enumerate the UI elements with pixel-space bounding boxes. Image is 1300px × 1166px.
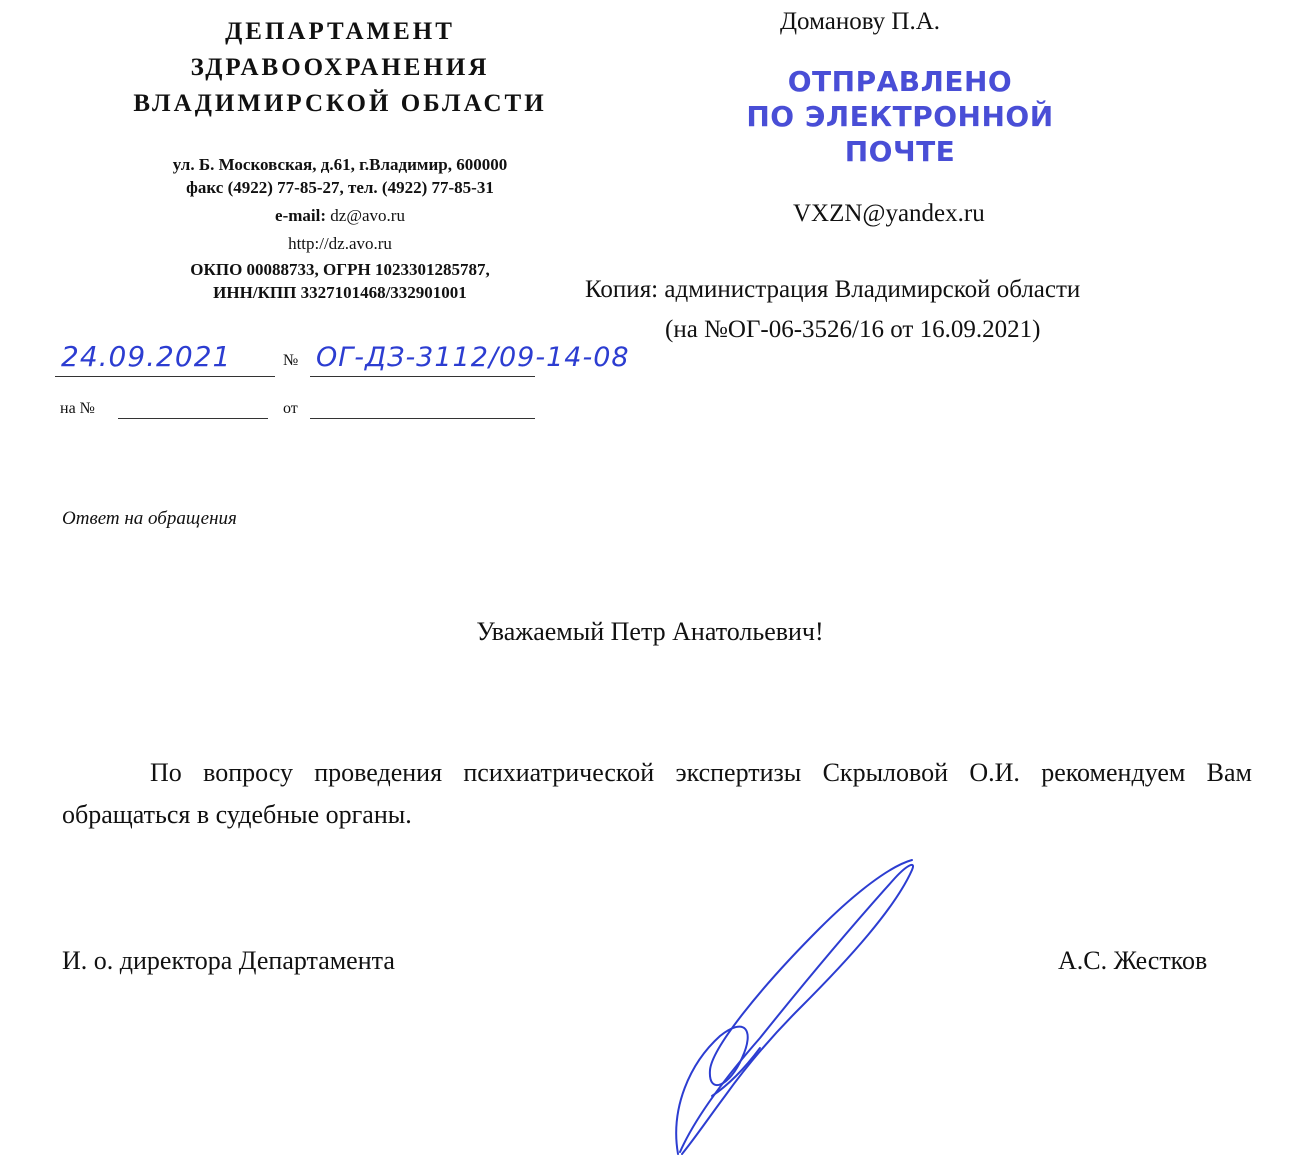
- signature-graphic: [650, 858, 950, 1158]
- reference-date-blank: [310, 400, 535, 419]
- letterhead-phones: факс (4922) 77-85-27, тел. (4922) 77-85-31: [186, 178, 494, 197]
- reference-date-label: от: [283, 400, 298, 417]
- letterhead-email-link[interactable]: dz@avo.ru: [330, 206, 405, 225]
- stamp-line3: ПОЧТЕ: [844, 135, 956, 168]
- letterhead-email-label: e-mail:: [275, 206, 327, 225]
- outgoing-number-field: [310, 332, 630, 377]
- letter-body: По вопросу проведения психиатрической экспертизы Скрыловой О.И. рекомендуем Вам обращаться в судебные органы.: [62, 758, 1252, 829]
- letterhead-okpo-ogrn: ОКПО 00088733, ОГРН 1023301285787,: [190, 260, 490, 279]
- outgoing-number-handwritten: ОГ-ДЗ-3112/09-14-08: [316, 342, 630, 373]
- copy-recipient-line1: Копия: администрация Владимирской области: [585, 276, 1081, 303]
- outgoing-date-field: [55, 332, 275, 377]
- letterhead-address: ул. Б. Московская, д.61, г.Владимир, 600000: [172, 155, 508, 174]
- reference-number-label: на №: [60, 400, 95, 417]
- letterhead-title-line2: ЗДРАВООХРАНЕНИЯ: [190, 54, 490, 81]
- stamp-line1: ОТПРАВЛЕНО: [787, 65, 1013, 98]
- reference-number-blank: [118, 400, 268, 419]
- signer-name: А.С. Жестков: [1058, 946, 1208, 975]
- letter-subject: Ответ на обращения: [62, 508, 237, 529]
- letterhead-website[interactable]: http://dz.avo.ru: [288, 234, 392, 253]
- recipient-email[interactable]: VXZN@yandex.ru: [793, 200, 985, 227]
- recipient-name: Доманову П.А.: [780, 8, 941, 35]
- outgoing-number-label: №: [283, 352, 299, 369]
- signer-title: И. о. директора Департамента: [62, 946, 395, 975]
- letterhead-title-line1: ДЕПАРТАМЕНТ: [225, 18, 455, 45]
- outgoing-date-handwritten: 24.09.2021: [61, 340, 232, 373]
- letterhead-title-line3: ВЛАДИМИРСКОЙ ОБЛАСТИ: [133, 90, 547, 117]
- copy-recipient-line2: (на №ОГ-06-3526/16 от 16.09.2021): [665, 316, 1041, 343]
- stamp-line2: ПО ЭЛЕКТРОННОЙ: [746, 100, 1054, 133]
- letterhead-inn-kpp: ИНН/КПП 3327101468/332901001: [213, 283, 467, 302]
- letter-greeting: Уважаемый Петр Анатольевич!: [476, 617, 824, 646]
- sent-by-email-stamp: [700, 64, 1100, 169]
- letterhead-email-row: [40, 204, 640, 227]
